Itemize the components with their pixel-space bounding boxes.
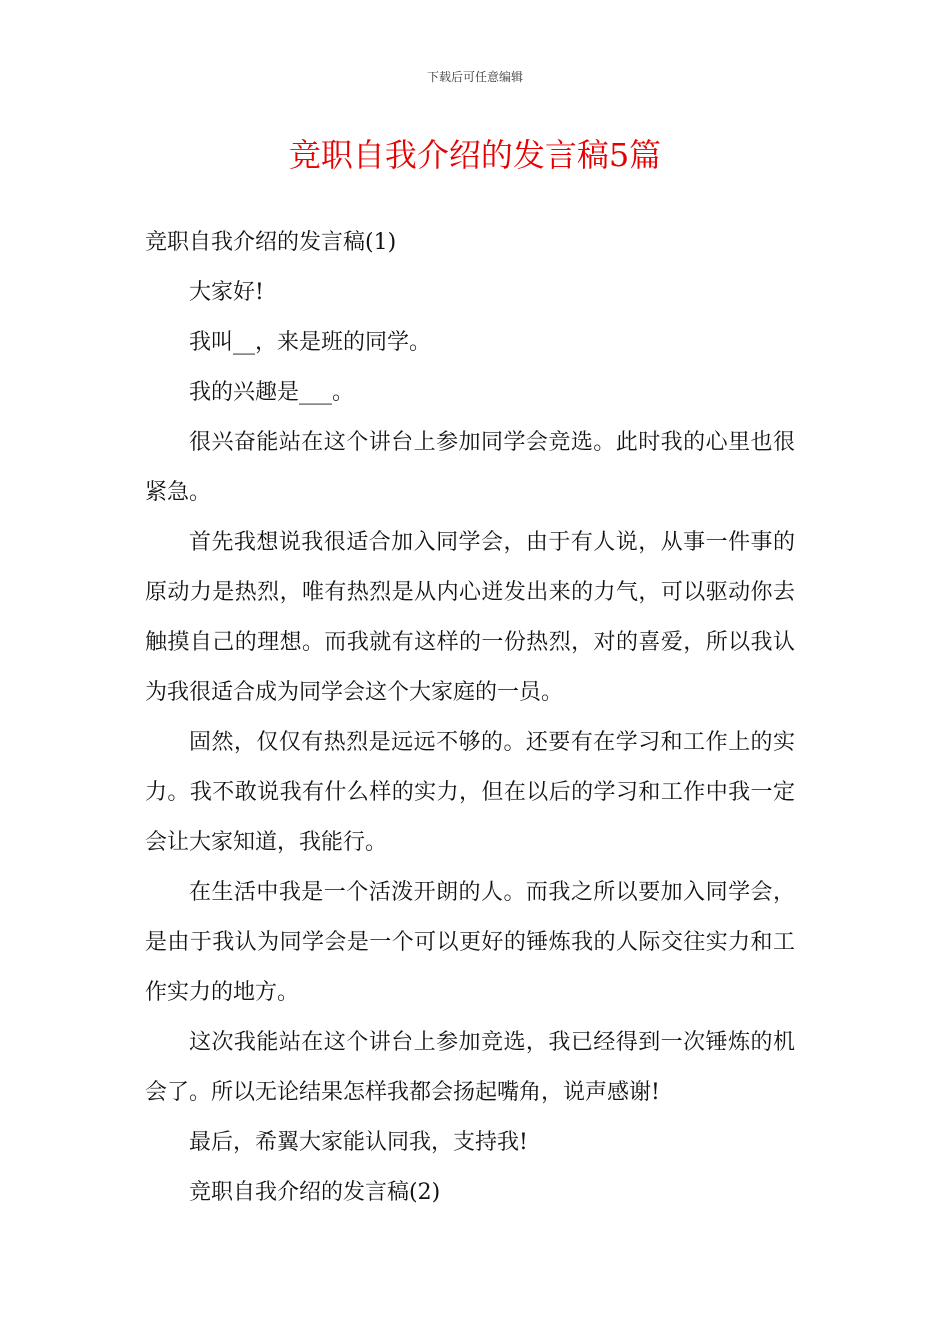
- paragraph-greeting: 大家好!: [189, 280, 264, 305]
- paragraph-excited: 很兴奋能站在这个讲台上参加同学会竞选。此时我的心里也很紧急。: [145, 430, 795, 505]
- paragraph-closing: 最后，希翼大家能认同我，支持我!: [189, 1130, 528, 1155]
- paragraph-ability: 固然，仅仅有热烈是远远不够的。还要有在学习和工作上的实力。我不敢说我有什么样的实力，但在以后的学习和工作中我一定会让大家知道，我能行。: [145, 730, 795, 855]
- paragraph-personality: 在生活中我是一个活泼开朗的人。而我之所以要加入同学会，是由于我认为同学会是一个可以更好的锤炼我的人际交往实力和工作实力的地方。: [145, 880, 795, 1005]
- paragraph-opportunity: 这次我能站在这个讲台上参加竞选，我已经得到一次锤炼的机会了。所以无论结果怎样我都会扬起嘴角，说声感谢!: [145, 1030, 795, 1105]
- paragraph-interest: 我的兴趣是___。: [189, 380, 355, 405]
- section-heading-2: 竞职自我介绍的发言稿(2): [189, 1180, 441, 1205]
- document-body: [145, 218, 795, 1218]
- document-title: 竞职自我介绍的发言稿5篇: [288, 136, 662, 174]
- paragraph-passion: 首先我想说我很适合加入同学会，由于有人说，从事一件事的原动力是热烈，唯有热烈是从内心迸发出来的力气，可以驱动你去触摸自己的理想。而我就有这样的一份热烈，对的喜爱，所以我认为我很适合成为同学会这个大家庭的一员。: [145, 530, 795, 705]
- section-heading: 竞职自我介绍的发言稿(1): [145, 230, 397, 255]
- paragraph-name: 我叫__，来是班的同学。: [189, 330, 432, 355]
- header-note: 下载后可任意编辑: [426, 70, 523, 84]
